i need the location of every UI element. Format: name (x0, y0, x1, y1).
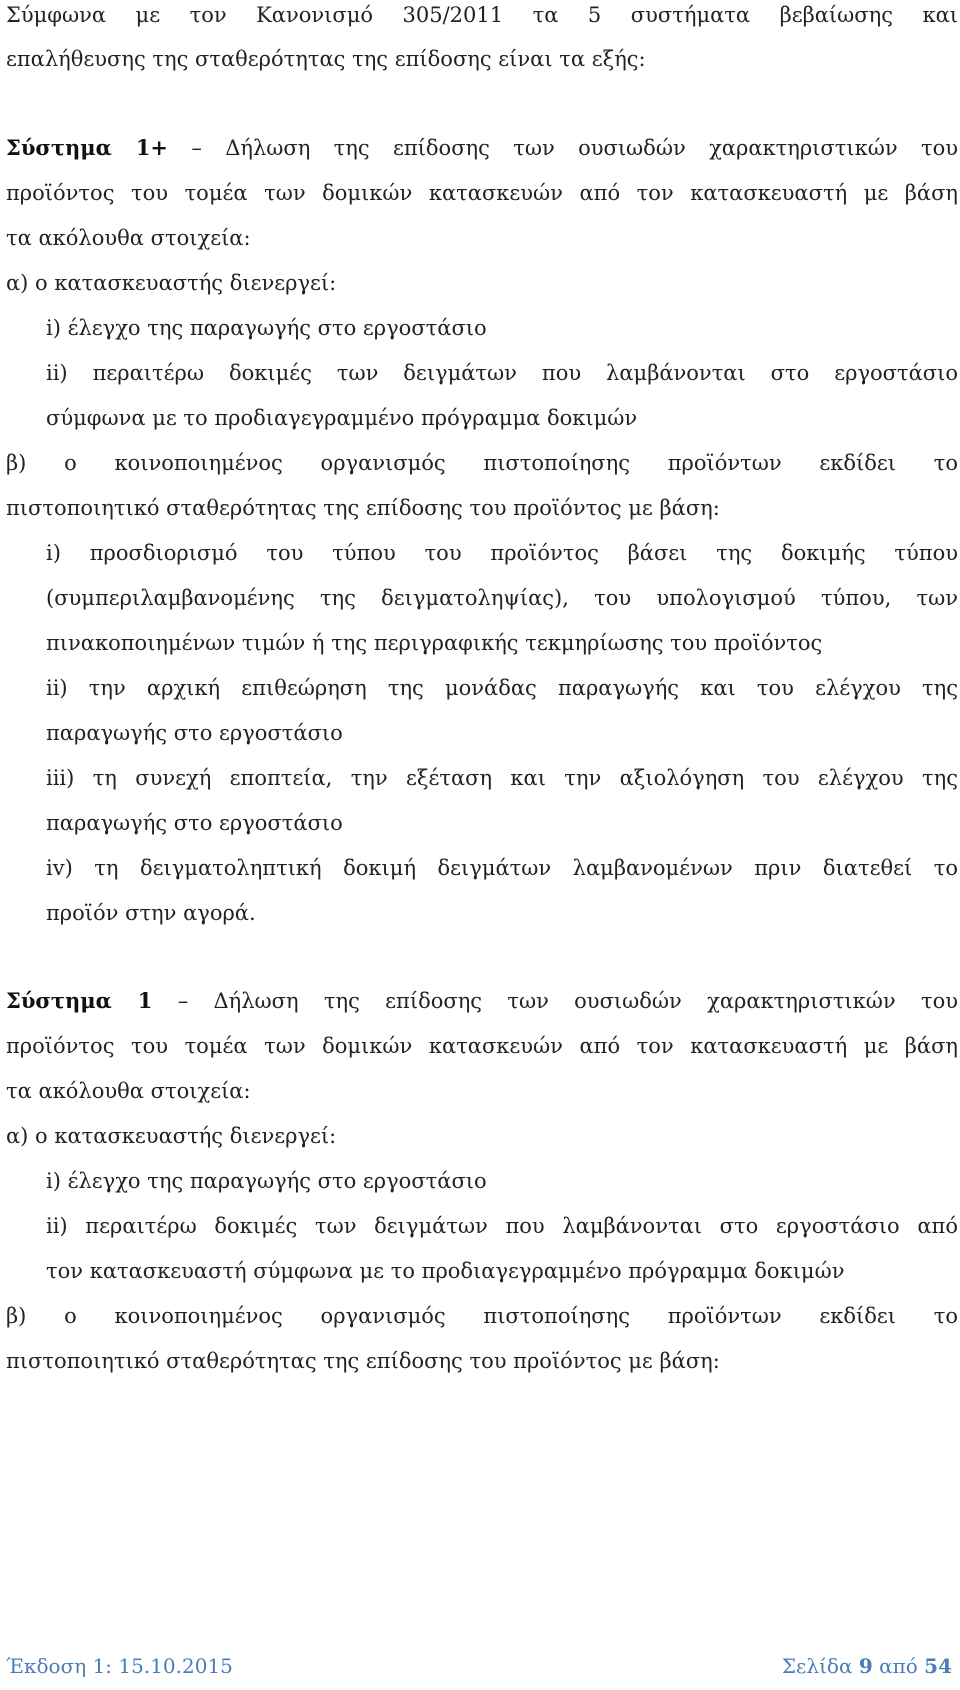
system1plus-a-ii-2: σύμφωνα με το προδιαγεγραμμένο πρόγραμμα δοκιμών (46, 406, 638, 430)
system1-a-label: α) ο κατασκευαστής διενεργεί: (6, 1124, 337, 1148)
system1plus-b-1: β) ο κοινοποιημένος οργανισμός πιστοποίησης προϊόντων εκδίδει το (6, 451, 958, 475)
system1plus-line-2: προϊόντος του τομέα των δομικών κατασκευών από τον κατασκευαστή με βάση (6, 181, 958, 205)
system1plus-b-i-2: (συμπεριλαμβανομένης της δειγματοληψίας), του υπολογισμού τύπου, των (46, 586, 958, 610)
footer-edition: Έκδοση 1: 15.10.2015 (6, 1654, 233, 1678)
system1plus-b-ii-1: ii) την αρχική επιθεώρηση της μονάδας παραγωγής και του ελέγχου της (46, 676, 958, 700)
system1plus-b-iv-1: iv) τη δειγματοληπτική δοκιμή δειγμάτων λαμβανομένων πριν διατεθεί το (46, 856, 958, 880)
system1-a-ii-1: ii) περαιτέρω δοκιμές των δειγμάτων που λαμβάνονται στο εργοστάσιο από (46, 1214, 958, 1238)
system1-b-2: πιστοποιητικό σταθερότητας της επίδοσης του προϊόντος με βάση: (6, 1349, 720, 1373)
footer-page-number (782, 1654, 952, 1678)
system1plus-b-ii-2: παραγωγής στο εργοστάσιο (46, 721, 343, 745)
intro-line-2: επαλήθευσης της σταθερότητας της επίδοσης είναι τα εξής: (6, 47, 646, 71)
system1plus-heading: Σύστημα 1+ (6, 135, 169, 160)
system1plus-b-iii-1: iii) τη συνεχή εποπτεία, την εξέταση και την αξιολόγηση του ελέγχου της (46, 766, 958, 790)
footer-page-prefix: Σελίδα (781, 1654, 859, 1678)
system1-line-1: – Δήλωση της επίδοσης των ουσιωδών χαρακτηριστικών του (152, 989, 958, 1013)
system1-heading: Σύστημα 1 (6, 988, 153, 1013)
system1plus-b-iii-2: παραγωγής στο εργοστάσιο (46, 811, 343, 835)
system1-heading-line (6, 986, 958, 1016)
system1plus-a-label: α) ο κατασκευαστής διενεργεί: (6, 271, 337, 295)
system1plus-b-2: πιστοποιητικό σταθερότητας της επίδοσης του προϊόντος με βάση: (6, 496, 720, 520)
system1plus-line-1: – Δήλωση της επίδοσης των ουσιωδών χαρακτηριστικών του (168, 136, 958, 160)
system1plus-a-i: i) έλεγχο της παραγωγής στο εργοστάσιο (46, 316, 487, 340)
system1plus-a-ii-1: ii) περαιτέρω δοκιμές των δειγμάτων που λαμβάνονται στο εργοστάσιο (46, 361, 958, 385)
footer-page-of: από (872, 1654, 925, 1678)
system1plus-b-i-1: i) προσδιορισμό του τύπου του προϊόντος βάσει της δοκιμής τύπου (46, 541, 958, 565)
system1-b-1: β) ο κοινοποιημένος οργανισμός πιστοποίησης προϊόντων εκδίδει το (6, 1304, 958, 1328)
system1-a-ii-2: τον κατασκευαστή σύμφωνα με το προδιαγεγραμμένο πρόγραμμα δοκιμών (46, 1259, 845, 1283)
system1plus-b-iv-2: προϊόν στην αγορά. (46, 901, 256, 925)
system1plus-heading-line (6, 133, 958, 163)
system1-line-2: προϊόντος του τομέα των δομικών κατασκευών από τον κατασκευαστή με βάση (6, 1034, 958, 1058)
footer-page-current: 9 (858, 1654, 873, 1678)
system1plus-b-i-3: πινακοποιημένων τιμών ή της περιγραφικής τεκμηρίωσης του προϊόντος (46, 631, 823, 655)
intro-line-1: Σύμφωνα με τον Κανονισμό 305/2011 τα 5 συστήματα βεβαίωσης και (6, 3, 958, 27)
footer-page-total: 54 (924, 1654, 952, 1678)
system1plus-line-3: τα ακόλουθα στοιχεία: (6, 226, 251, 250)
system1-line-3: τα ακόλουθα στοιχεία: (6, 1079, 251, 1103)
system1-a-i: i) έλεγχο της παραγωγής στο εργοστάσιο (46, 1169, 487, 1193)
